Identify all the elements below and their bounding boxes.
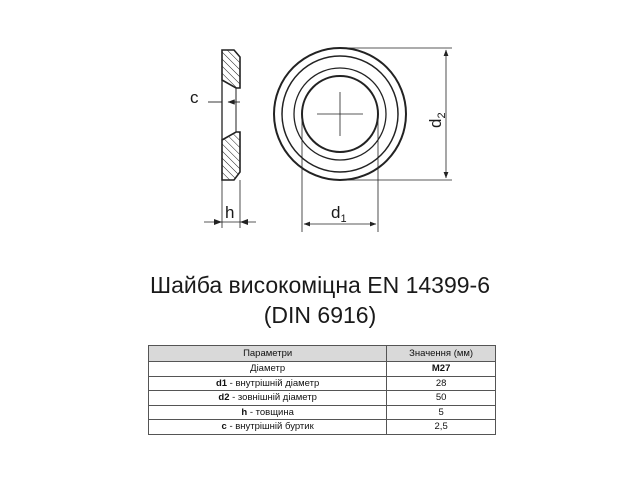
param-description: - внутрішній діаметр	[227, 377, 320, 389]
param-symbol: d2	[218, 392, 230, 404]
param-description: - внутрішній буртик	[226, 421, 314, 433]
table-row	[149, 391, 496, 406]
value-cell: 5	[387, 405, 496, 420]
h-arrow-right	[240, 219, 248, 225]
h-arrow-left	[214, 219, 222, 225]
parameters-table	[148, 345, 496, 435]
table-row	[149, 405, 496, 420]
param-description: - зовнішній діаметр	[229, 392, 317, 404]
param-description: - товщина	[247, 406, 294, 418]
h-label: h	[225, 203, 235, 222]
header-values: Значення (мм)	[387, 346, 496, 362]
param-cell	[149, 391, 387, 406]
param-symbol: d1	[215, 377, 228, 389]
title-line-2: (DIN 6916)	[263, 302, 377, 328]
washer-section-upper	[222, 50, 240, 88]
value-cell: 2,5	[387, 420, 496, 435]
size-value: M27	[387, 362, 496, 377]
table-row	[149, 376, 496, 391]
washer-section-lower	[222, 132, 240, 180]
c-label: c	[190, 88, 199, 107]
washer-side-section	[190, 50, 256, 228]
param-cell	[149, 376, 387, 391]
table-row-size	[149, 362, 496, 377]
washer-front-view	[274, 48, 406, 180]
param-cell	[149, 405, 387, 420]
size-param: Діаметр	[149, 362, 387, 377]
d2-label: $d_2$	[426, 112, 448, 128]
header-parameters: Параметри	[149, 346, 387, 362]
table-row	[149, 420, 496, 435]
param-symbol: c	[221, 421, 227, 433]
d1-label: $d_1$	[331, 203, 347, 225]
title-line-1: Шайба високоміцна EN 14399-6	[149, 272, 490, 298]
param-symbol: h	[241, 406, 248, 418]
table-header-row	[149, 346, 496, 362]
value-cell: 28	[387, 376, 496, 391]
page-title	[0, 270, 640, 330]
value-cell: 50	[387, 391, 496, 406]
param-cell	[149, 420, 387, 435]
d1-dimension	[302, 120, 378, 232]
